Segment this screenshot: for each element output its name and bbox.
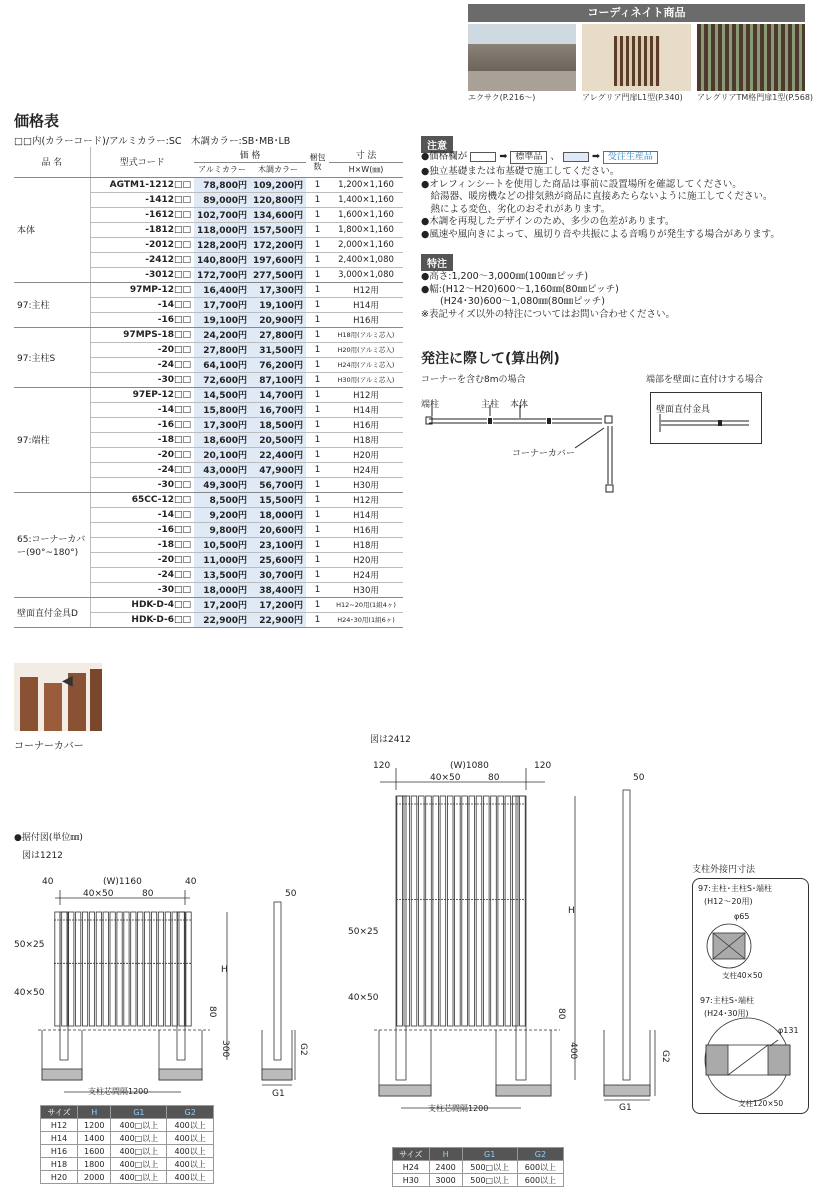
dimensions: 2,400×1,080 xyxy=(329,252,403,267)
model-code: -1612□□ xyxy=(90,207,194,222)
model-code: -30□□ xyxy=(90,372,194,387)
model-code: AGTM1-1212□□ xyxy=(90,177,194,192)
pack-count: 1 xyxy=(306,507,329,522)
price-aluminum: 172,700円 xyxy=(194,267,250,282)
model-code: -2412□□ xyxy=(90,252,194,267)
d1-5025: 50×25 xyxy=(14,940,45,950)
notes-header: 注意 xyxy=(421,136,453,153)
price-aluminum: 13,500円 xyxy=(194,567,250,582)
circle-a-title: 97:主柱･主柱S･端柱 xyxy=(698,884,772,893)
dim-cell: 400□以上 xyxy=(111,1171,167,1184)
d2-g2: G2 xyxy=(660,1050,670,1063)
header-dim-unit: H×W(㎜) xyxy=(329,162,403,177)
price-aluminum: 9,800円 xyxy=(194,522,250,537)
pack-count: 1 xyxy=(306,492,329,507)
dim-header: H xyxy=(78,1106,111,1119)
dim-header: サイズ xyxy=(393,1148,430,1161)
pack-count: 1 xyxy=(306,267,329,282)
dim-cell: 400□以上 xyxy=(111,1158,167,1171)
d2-120b: 120 xyxy=(534,761,552,771)
header-al: アルミカラー xyxy=(194,162,250,177)
d2-120a: 120 xyxy=(373,761,391,771)
price-aluminum: 128,200円 xyxy=(194,237,250,252)
model-code: 65CC-12□□ xyxy=(90,492,194,507)
pack-count: 1 xyxy=(306,357,329,372)
d1-h: H xyxy=(221,965,228,975)
order-left-caption: コーナーを含む8mの場合 xyxy=(421,375,526,385)
note-line: ●オレフィンシートを使用した商品は事前に設置場所を確認してください。 xyxy=(421,178,742,190)
label-end-post: 端柱 xyxy=(421,400,440,410)
price-wood: 87,100円 xyxy=(250,372,306,387)
pack-count: 1 xyxy=(306,177,329,192)
dimensions: H16用 xyxy=(329,522,403,537)
d1-4050: 40×50 xyxy=(83,889,114,899)
dim-cell: 500□以上 xyxy=(462,1174,517,1187)
dimensions: 1,600×1,160 xyxy=(329,207,403,222)
product-name: 65:コーナーカバー(90°~180°) xyxy=(14,492,90,597)
price-aluminum: 27,800円 xyxy=(194,342,250,357)
pack-count: 1 xyxy=(306,312,329,327)
price-aluminum: 19,100円 xyxy=(194,312,250,327)
circle-b-post: 支柱120×50 xyxy=(738,1099,784,1108)
pack-count: 1 xyxy=(306,192,329,207)
order-right-caption: 端部を壁面に直付けする場合 xyxy=(646,375,764,385)
price-table-title: 価格表 xyxy=(14,112,60,130)
drawing1-sub: 図は1212 xyxy=(22,851,63,861)
price-aluminum: 11,000円 xyxy=(194,552,250,567)
dimensions: H18用 xyxy=(329,432,403,447)
d1-300: 300 xyxy=(220,1040,230,1058)
model-code: -1412□□ xyxy=(90,192,194,207)
price-wood: 20,900円 xyxy=(250,312,306,327)
price-wood: 30,700円 xyxy=(250,567,306,582)
dim-header: H xyxy=(429,1148,462,1161)
circle-a-post: 支柱40×50 xyxy=(722,971,763,980)
d1-40b: 40 xyxy=(185,877,197,887)
price-aluminum: 17,200円 xyxy=(194,597,250,612)
price-wood: 56,700円 xyxy=(250,477,306,492)
dimensions: H18用(アルミ芯入) xyxy=(329,327,403,342)
model-code: -2012□□ xyxy=(90,237,194,252)
pack-count: 1 xyxy=(306,207,329,222)
price-wood: 17,300円 xyxy=(250,282,306,297)
dim-header: サイズ xyxy=(41,1106,78,1119)
special-line: (H24･30)600～1,080㎜(80㎜ピッチ) xyxy=(421,296,605,307)
price-aluminum: 64,100円 xyxy=(194,357,250,372)
price-aluminum: 17,700円 xyxy=(194,297,250,312)
price-wood: 20,600円 xyxy=(250,522,306,537)
label-main-post: 主柱 xyxy=(481,400,500,410)
dimensions: H14用 xyxy=(329,402,403,417)
legend-prefix: ●価格欄が xyxy=(421,151,468,162)
dim-cell: H14 xyxy=(41,1132,78,1145)
pack-count: 1 xyxy=(306,552,329,567)
dim-cell: 400□以上 xyxy=(111,1132,167,1145)
d1-w: (W)1160 xyxy=(103,877,142,887)
d2-pitch: 支柱芯間隔1200 xyxy=(428,1104,489,1113)
dimensions: 1,200×1,160 xyxy=(329,177,403,192)
d2-w: (W)1080 xyxy=(450,761,489,771)
circle-title: 支柱外接円寸法 xyxy=(692,865,756,875)
pack-count: 1 xyxy=(306,597,329,612)
dimensions: H12用 xyxy=(329,387,403,402)
price-aluminum: 15,800円 xyxy=(194,402,250,417)
dimensions: H20用 xyxy=(329,447,403,462)
pack-count: 1 xyxy=(306,342,329,357)
product-name: 壁面直付金具D xyxy=(14,597,90,627)
price-aluminum: 72,600円 xyxy=(194,372,250,387)
d2-h80: 80 xyxy=(556,1008,566,1020)
pack-count: 1 xyxy=(306,522,329,537)
corner-cover-caption: コーナーカバー xyxy=(14,741,84,752)
d1-4050-side: 40×50 xyxy=(14,988,45,998)
dim-cell: 400以上 xyxy=(167,1158,214,1171)
model-code: -18□□ xyxy=(90,432,194,447)
pack-count: 1 xyxy=(306,477,329,492)
pack-count: 1 xyxy=(306,582,329,597)
special-line: ●幅:(H12～H20)600～1,160㎜(80㎜ピッチ) xyxy=(421,283,619,295)
dimensions: 3,000×1,080 xyxy=(329,267,403,282)
model-code: -24□□ xyxy=(90,357,194,372)
price-aluminum: 20,100円 xyxy=(194,447,250,462)
d2-400: 400 xyxy=(568,1042,578,1060)
d2-80: 80 xyxy=(488,773,500,783)
legend-sep: 、 xyxy=(550,151,560,162)
pack-count: 1 xyxy=(306,327,329,342)
legend-custom: 受注生産品 xyxy=(603,151,658,164)
dim-cell: H18 xyxy=(41,1158,78,1171)
price-wood: 14,700円 xyxy=(250,387,306,402)
order-title: 発注に際して(算出例) xyxy=(421,351,560,367)
dim-cell: 1600 xyxy=(78,1145,111,1158)
price-aluminum: 24,200円 xyxy=(194,327,250,342)
price-wood: 16,700円 xyxy=(250,402,306,417)
dimensions: H12用 xyxy=(329,492,403,507)
dim-header: G1 xyxy=(462,1148,517,1161)
dim-cell: 2400 xyxy=(429,1161,462,1174)
model-code: -20□□ xyxy=(90,447,194,462)
pack-count: 1 xyxy=(306,612,329,627)
model-code: -18□□ xyxy=(90,537,194,552)
price-aluminum: 22,900円 xyxy=(194,612,250,627)
notes-legend: ●価格欄が ➡ 標準品 、 ➡ 受注生産品 xyxy=(421,151,658,164)
circle-a-dia: φ65 xyxy=(734,912,750,921)
dimensions: H24･30用(1組6ヶ) xyxy=(329,612,403,627)
pack-count: 1 xyxy=(306,417,329,432)
d1-40a: 40 xyxy=(42,877,54,887)
model-code: -3012□□ xyxy=(90,267,194,282)
price-aluminum: 49,300円 xyxy=(194,477,250,492)
drawing2-sub: 図は2412 xyxy=(370,735,411,745)
circle-b-sub: (H24･30用) xyxy=(704,1009,749,1018)
d2-h: H xyxy=(568,906,575,916)
product-name: 97:主柱 xyxy=(14,282,90,327)
model-code: 97EP-12□□ xyxy=(90,387,194,402)
model-code: -14□□ xyxy=(90,297,194,312)
label-corner-cover: コーナーカバー xyxy=(512,449,575,459)
price-wood: 22,400円 xyxy=(250,447,306,462)
price-wood: 18,500円 xyxy=(250,417,306,432)
dim-cell: H30 xyxy=(393,1174,430,1187)
price-wood: 18,000円 xyxy=(250,507,306,522)
dimensions: H14用 xyxy=(329,297,403,312)
d2-5025: 50×25 xyxy=(348,927,379,937)
price-aluminum: 17,300円 xyxy=(194,417,250,432)
dimensions: H16用 xyxy=(329,312,403,327)
dim-cell: 2000 xyxy=(78,1171,111,1184)
circle-b-title: 97:主柱S･端柱 xyxy=(700,996,754,1005)
product-name: 本体 xyxy=(14,177,90,282)
dim-header: G2 xyxy=(167,1106,214,1119)
pack-count: 1 xyxy=(306,252,329,267)
dimensions: H20用 xyxy=(329,552,403,567)
d2-4050-side: 40×50 xyxy=(348,993,379,1003)
price-aluminum: 118,000円 xyxy=(194,222,250,237)
pack-count: 1 xyxy=(306,432,329,447)
model-code: -30□□ xyxy=(90,582,194,597)
dimensions: H30用 xyxy=(329,477,403,492)
dim-cell: 400□以上 xyxy=(111,1145,167,1158)
header-wood: 木調カラー xyxy=(250,162,306,177)
dimensions: H16用 xyxy=(329,417,403,432)
model-code: 97MP-12□□ xyxy=(90,282,194,297)
pack-count: 1 xyxy=(306,462,329,477)
dim-cell: 1400 xyxy=(78,1132,111,1145)
model-code: HDK-D-6□□ xyxy=(90,612,194,627)
special-line: ※表記サイズ以外の特注についてはお問い合わせください。 xyxy=(421,308,676,320)
d1-g1: G1 xyxy=(272,1089,285,1099)
dim-cell: 400以上 xyxy=(167,1145,214,1158)
price-wood: 15,500円 xyxy=(250,492,306,507)
price-wood: 157,500円 xyxy=(250,222,306,237)
header-price: 価 格 xyxy=(194,147,306,162)
d2-4050: 40×50 xyxy=(430,773,461,783)
model-code: -20□□ xyxy=(90,342,194,357)
product-name: 97:端柱 xyxy=(14,387,90,492)
coordinate-banner: コーディネイト商品 xyxy=(468,4,805,22)
pack-count: 1 xyxy=(306,237,329,252)
dim-cell: H24 xyxy=(393,1161,430,1174)
d1-pitch: 支柱芯間隔1200 xyxy=(88,1087,149,1096)
model-code: -24□□ xyxy=(90,567,194,582)
price-wood: 20,500円 xyxy=(250,432,306,447)
price-wood: 22,900円 xyxy=(250,612,306,627)
price-wood: 120,800円 xyxy=(250,192,306,207)
price-aluminum: 10,500円 xyxy=(194,537,250,552)
model-code: -16□□ xyxy=(90,312,194,327)
header-name: 品 名 xyxy=(14,147,90,177)
price-table-subtitle: □□内(カラーコード)/アルミカラー:SC 木調カラー:SB･MB･LB xyxy=(14,136,291,147)
model-code: -1812□□ xyxy=(90,222,194,237)
dimensions: H12~20用(1組4ヶ) xyxy=(329,597,403,612)
dim-cell: H16 xyxy=(41,1145,78,1158)
label-wall-bracket: 壁面直付金具 xyxy=(656,405,711,415)
dimensions: H14用 xyxy=(329,507,403,522)
d1-h80: 80 xyxy=(207,1006,217,1018)
price-aluminum: 89,000円 xyxy=(194,192,250,207)
price-wood: 47,900円 xyxy=(250,462,306,477)
price-aluminum: 102,700円 xyxy=(194,207,250,222)
model-code: -16□□ xyxy=(90,417,194,432)
d2-50: 50 xyxy=(633,773,645,783)
price-aluminum: 16,400円 xyxy=(194,282,250,297)
dim-cell: 1200 xyxy=(78,1119,111,1132)
model-code: -16□□ xyxy=(90,522,194,537)
caption-allegria-tm: アレグリアTM格門扉1型(P.568) xyxy=(697,93,814,102)
note-line: 給湯器、暖房機などの排気熱が商品に直接あたらないように施工してください。 xyxy=(421,191,773,202)
price-aluminum: 18,600円 xyxy=(194,432,250,447)
price-aluminum: 140,800円 xyxy=(194,252,250,267)
price-wood: 197,600円 xyxy=(250,252,306,267)
dim-cell: H20 xyxy=(41,1171,78,1184)
note-line: ●風速や風向きによって、風切り音や共振による音鳴りが発生する場合があります。 xyxy=(421,228,780,240)
model-code: 97MPS-18□□ xyxy=(90,327,194,342)
product-name: 97:主柱S xyxy=(14,327,90,387)
price-aluminum: 18,000円 xyxy=(194,582,250,597)
note-line: 熱による変色、劣化のおそれがあります。 xyxy=(421,203,611,215)
model-code: -14□□ xyxy=(90,402,194,417)
model-code: -30□□ xyxy=(90,477,194,492)
d1-g2: G2 xyxy=(298,1043,308,1056)
label-body: 本体 xyxy=(510,400,529,410)
price-wood: 19,100円 xyxy=(250,297,306,312)
pack-count: 1 xyxy=(306,537,329,552)
dimensions: H30用 xyxy=(329,582,403,597)
drawing1-title: ●据付図(単位㎜) xyxy=(14,833,83,843)
dim-cell: 400以上 xyxy=(167,1171,214,1184)
pack-count: 1 xyxy=(306,387,329,402)
arrow-icon: ◀ xyxy=(62,673,73,689)
dimensions: H18用 xyxy=(329,537,403,552)
price-wood: 27,800円 xyxy=(250,327,306,342)
legend-std: 標準品 xyxy=(510,151,547,164)
model-code: HDK-D-4□□ xyxy=(90,597,194,612)
caption-exsaku: エクサク(P.216～) xyxy=(468,93,536,102)
pack-count: 1 xyxy=(306,282,329,297)
d2-g1: G1 xyxy=(619,1103,632,1113)
model-code: -20□□ xyxy=(90,552,194,567)
dim-cell: H12 xyxy=(41,1119,78,1132)
d1-80: 80 xyxy=(142,889,154,899)
note-line: ●木調を再現したデザインのため、多少の色差があります。 xyxy=(421,216,675,227)
pack-count: 1 xyxy=(306,297,329,312)
dim-cell: 1800 xyxy=(78,1158,111,1171)
dim-header: G2 xyxy=(517,1148,563,1161)
model-code: -24□□ xyxy=(90,462,194,477)
header-pack: 梱包数 xyxy=(306,147,329,177)
price-wood: 31,500円 xyxy=(250,342,306,357)
model-code: -14□□ xyxy=(90,507,194,522)
price-wood: 38,400円 xyxy=(250,582,306,597)
dim-cell: 400以上 xyxy=(167,1119,214,1132)
dimensions: 2,000×1,160 xyxy=(329,237,403,252)
special-header: 特注 xyxy=(421,254,453,271)
price-wood: 277,500円 xyxy=(250,267,306,282)
price-wood: 134,600円 xyxy=(250,207,306,222)
price-wood: 25,600円 xyxy=(250,552,306,567)
circle-b-dia: φ131 xyxy=(778,1026,799,1035)
dim-cell: 500□以上 xyxy=(462,1161,517,1174)
price-wood: 109,200円 xyxy=(250,177,306,192)
circle-a-sub: (H12～20用) xyxy=(704,897,753,906)
dim-header: G1 xyxy=(111,1106,167,1119)
dimensions: H24用(アルミ芯入) xyxy=(329,357,403,372)
dimensions: H30用(アルミ芯入) xyxy=(329,372,403,387)
dimensions: H20用(アルミ芯入) xyxy=(329,342,403,357)
price-aluminum: 43,000円 xyxy=(194,462,250,477)
price-aluminum: 8,500円 xyxy=(194,492,250,507)
pack-count: 1 xyxy=(306,372,329,387)
pack-count: 1 xyxy=(306,222,329,237)
price-wood: 23,100円 xyxy=(250,537,306,552)
dimensions: H24用 xyxy=(329,462,403,477)
d1-50: 50 xyxy=(285,889,297,899)
header-dim: 寸 法 xyxy=(329,147,403,162)
dimensions: 1,800×1,160 xyxy=(329,222,403,237)
price-wood: 17,200円 xyxy=(250,597,306,612)
dim-cell: 3000 xyxy=(429,1174,462,1187)
dim-cell: 600以上 xyxy=(517,1174,563,1187)
dimensions: 1,400×1,160 xyxy=(329,192,403,207)
price-wood: 172,200円 xyxy=(250,237,306,252)
dimensions: H24用 xyxy=(329,567,403,582)
pack-count: 1 xyxy=(306,567,329,582)
dim-cell: 400□以上 xyxy=(111,1119,167,1132)
price-aluminum: 14,500円 xyxy=(194,387,250,402)
caption-allegria-l1: アレグリア門扉L1型(P.340) xyxy=(582,93,683,102)
price-wood: 76,200円 xyxy=(250,357,306,372)
header-code: 型式コード xyxy=(90,147,194,177)
pack-count: 1 xyxy=(306,402,329,417)
dimensions: H12用 xyxy=(329,282,403,297)
price-aluminum: 78,800円 xyxy=(194,177,250,192)
pack-count: 1 xyxy=(306,447,329,462)
price-aluminum: 9,200円 xyxy=(194,507,250,522)
note-line: ●独立基礎または布基礎で施工してください。 xyxy=(421,166,620,177)
dim-cell: 600以上 xyxy=(517,1161,563,1174)
special-line: ●高さ:1,200～3,000㎜(100㎜ピッチ) xyxy=(421,271,589,282)
dim-cell: 400以上 xyxy=(167,1132,214,1145)
